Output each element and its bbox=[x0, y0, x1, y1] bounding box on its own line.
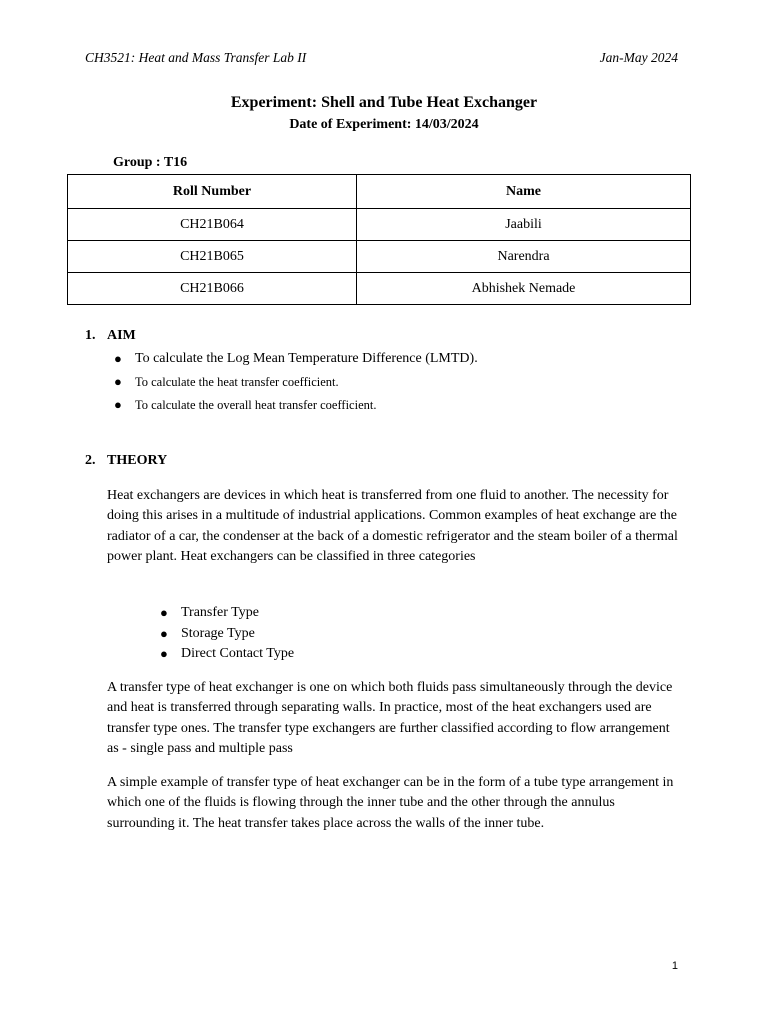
list-item bbox=[114, 350, 478, 373]
list-item bbox=[114, 396, 478, 419]
experiment-date: Date of Experiment: 14/03/2024 bbox=[289, 117, 479, 132]
exchanger-type-text: Direct Contact Type bbox=[181, 646, 295, 661]
table-row bbox=[68, 241, 691, 273]
aim-item-text: To calculate the heat transfer coefficient. bbox=[135, 375, 339, 389]
theory-section-title: THEORY bbox=[107, 453, 168, 468]
group-members-table bbox=[67, 174, 691, 305]
list-item bbox=[114, 373, 478, 396]
bullet-icon: ● bbox=[114, 397, 122, 412]
table-header-row bbox=[68, 175, 691, 209]
table-header-name: Name bbox=[357, 175, 691, 209]
roll-number-cell: CH21B066 bbox=[68, 273, 357, 305]
exchanger-types-list bbox=[160, 603, 294, 665]
aim-section-title: AIM bbox=[107, 328, 136, 343]
roll-number-cell: CH21B064 bbox=[68, 209, 357, 241]
exchanger-type-text: Transfer Type bbox=[181, 605, 259, 620]
list-item bbox=[160, 644, 294, 665]
bullet-icon: ● bbox=[160, 605, 168, 620]
aim-bullet-list bbox=[114, 350, 478, 419]
table-header-roll-number: Roll Number bbox=[68, 175, 357, 209]
page-number: 1 bbox=[671, 960, 678, 972]
aim-heading bbox=[85, 328, 136, 344]
group-label: Group : T16 bbox=[113, 155, 188, 170]
bullet-icon: ● bbox=[160, 625, 168, 641]
bullet-icon: ● bbox=[114, 351, 122, 366]
list-item bbox=[160, 624, 294, 645]
list-item bbox=[160, 603, 294, 624]
experiment-title: Experiment: Shell and Tube Heat Exchanger bbox=[230, 94, 538, 111]
table-row bbox=[68, 209, 691, 241]
course-header: CH3521: Heat and Mass Transfer Lab II bbox=[85, 50, 307, 65]
name-cell: Jaabili bbox=[357, 209, 691, 241]
theory-paragraph-tube-example: A simple example of transfer type of heat exchanger can be in the form of a tube type arrangement in which one of the fluids is flowing through the inner tube and the other through the annulus surrounding it. The heat transfer takes place across the walls of the inner tube. bbox=[107, 775, 674, 831]
theory-section-number: 2. bbox=[85, 453, 96, 468]
theory-paragraph-transfer-type: A transfer type of heat exchanger is one on which both fluids pass simultaneously through the device and heat is transferred through separating walls. In practice, most of the heat exchangers used are transfer type ones. The transfer type exchangers are further classified according to flow arrangement as - single pass and multiple pass bbox=[107, 680, 673, 756]
bullet-icon: ● bbox=[114, 374, 122, 389]
name-cell: Narendra bbox=[357, 241, 691, 273]
aim-item-text: To calculate the overall heat transfer coefficient. bbox=[135, 398, 377, 412]
roll-number-cell: CH21B065 bbox=[68, 241, 357, 273]
bullet-icon: ● bbox=[160, 646, 168, 661]
exchanger-type-text: Storage Type bbox=[181, 625, 255, 641]
aim-section-number: 1. bbox=[85, 328, 96, 343]
theory-heading bbox=[85, 453, 167, 469]
theory-paragraph-intro: Heat exchangers are devices in which heat is transferred from one fluid to another. The necessity for doing this arises in a multitude of industrial applications. Common examples of heat exchange are the radiator of a car, the condenser at the back of a domestic refrigerator and the steam boiler of a thermal power plant. Heat exchangers can be classified in three categories bbox=[107, 488, 678, 564]
name-cell: Abhishek Nemade bbox=[357, 273, 691, 305]
table-row bbox=[68, 273, 691, 305]
aim-item-text: To calculate the Log Mean Temperature Difference (LMTD). bbox=[135, 351, 478, 366]
term-header: Jan-May 2024 bbox=[599, 50, 678, 65]
